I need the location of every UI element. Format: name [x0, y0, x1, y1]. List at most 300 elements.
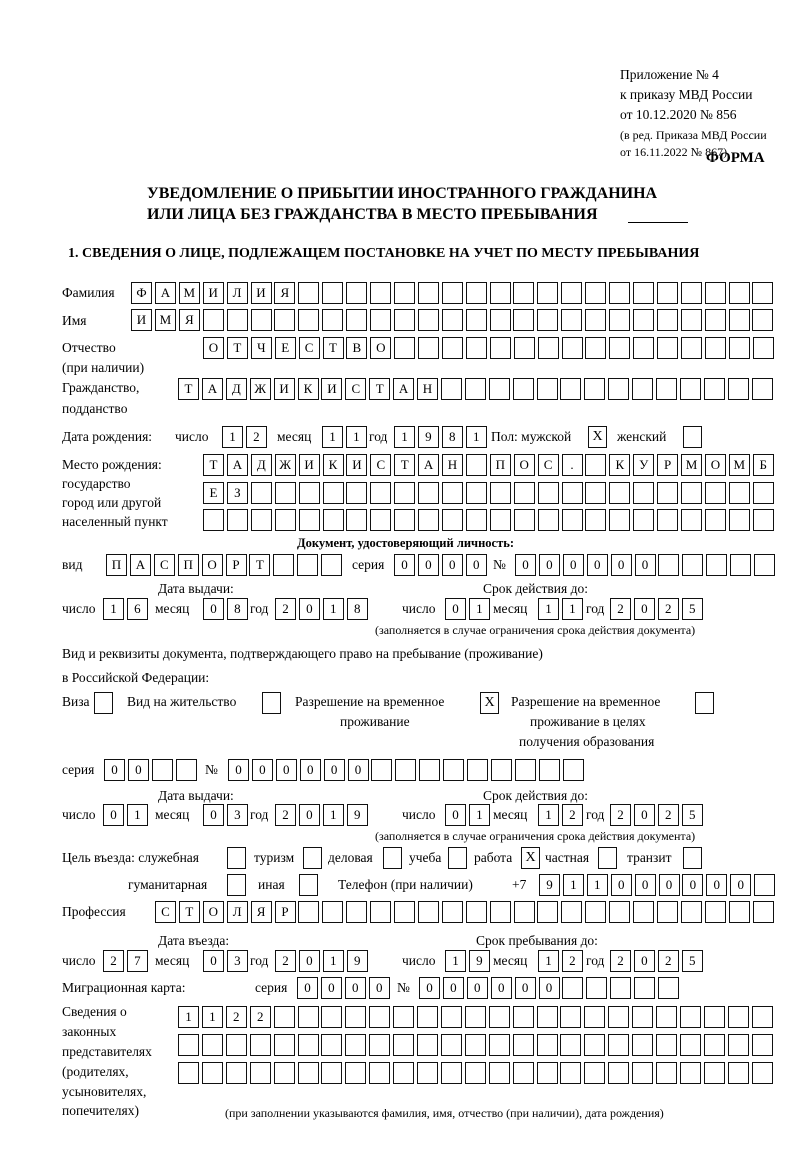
char-box[interactable]	[466, 454, 487, 476]
char-box[interactable]: 2	[562, 804, 583, 826]
char-box[interactable]: 1	[587, 874, 608, 896]
char-box[interactable]: Ж	[250, 378, 271, 400]
char-box[interactable]	[202, 1062, 223, 1084]
char-box[interactable]: 0	[539, 977, 560, 999]
char-box[interactable]: И	[203, 282, 224, 304]
char-box[interactable]	[728, 378, 749, 400]
char-box[interactable]: 7	[127, 950, 148, 972]
char-box[interactable]	[394, 509, 415, 531]
char-box[interactable]: 0	[276, 759, 297, 781]
char-box[interactable]	[346, 309, 367, 331]
trpe-checkbox[interactable]	[695, 692, 714, 714]
char-box[interactable]	[537, 309, 558, 331]
char-box[interactable]	[297, 554, 318, 576]
char-box[interactable]: 9	[347, 950, 368, 972]
char-box[interactable]	[321, 1034, 342, 1056]
char-box[interactable]	[560, 1034, 581, 1056]
char-box[interactable]: Т	[178, 378, 199, 400]
char-box[interactable]	[490, 309, 511, 331]
char-box[interactable]: 0	[299, 950, 320, 972]
char-box[interactable]: 1	[323, 950, 344, 972]
char-box[interactable]	[729, 282, 750, 304]
char-box[interactable]	[394, 309, 415, 331]
char-box[interactable]	[274, 309, 295, 331]
char-box[interactable]: 0	[297, 977, 318, 999]
char-box[interactable]	[729, 482, 750, 504]
char-box[interactable]: А	[155, 282, 176, 304]
char-box[interactable]	[705, 309, 726, 331]
char-box[interactable]	[705, 901, 726, 923]
char-box[interactable]	[609, 509, 630, 531]
char-box[interactable]: К	[609, 454, 630, 476]
char-box[interactable]	[537, 378, 558, 400]
char-box[interactable]	[322, 901, 343, 923]
char-box[interactable]: 1	[222, 426, 243, 448]
char-box[interactable]	[657, 482, 678, 504]
char-box[interactable]: Л	[227, 282, 248, 304]
char-box[interactable]	[393, 1062, 414, 1084]
char-box[interactable]	[609, 337, 630, 359]
char-box[interactable]	[538, 509, 559, 531]
char-box[interactable]	[538, 337, 559, 359]
char-box[interactable]: 0	[682, 874, 703, 896]
char-box[interactable]: Ф	[131, 282, 152, 304]
purpose-service-checkbox[interactable]	[227, 847, 246, 869]
char-box[interactable]	[323, 482, 344, 504]
char-box[interactable]	[490, 901, 511, 923]
char-box[interactable]: Б	[753, 454, 774, 476]
char-box[interactable]	[298, 282, 319, 304]
char-box[interactable]: О	[203, 901, 224, 923]
char-box[interactable]: Я	[179, 309, 200, 331]
char-box[interactable]: С	[299, 337, 320, 359]
char-box[interactable]	[345, 1034, 366, 1056]
char-box[interactable]	[560, 378, 581, 400]
char-box[interactable]	[585, 482, 606, 504]
char-box[interactable]	[418, 482, 439, 504]
char-box[interactable]	[632, 1034, 653, 1056]
char-box[interactable]	[370, 282, 391, 304]
char-box[interactable]	[752, 1062, 773, 1084]
char-box[interactable]	[585, 901, 606, 923]
char-box[interactable]	[704, 1034, 725, 1056]
char-box[interactable]	[418, 309, 439, 331]
char-box[interactable]	[609, 309, 630, 331]
char-box[interactable]: 1	[563, 874, 584, 896]
char-box[interactable]	[490, 282, 511, 304]
char-box[interactable]	[561, 901, 582, 923]
char-box[interactable]: 2	[275, 950, 296, 972]
char-box[interactable]	[705, 509, 726, 531]
char-box[interactable]	[753, 901, 774, 923]
char-box[interactable]: 2	[275, 598, 296, 620]
char-box[interactable]: И	[131, 309, 152, 331]
char-box[interactable]: 1	[469, 598, 490, 620]
char-box[interactable]	[419, 759, 440, 781]
char-box[interactable]	[609, 482, 630, 504]
char-box[interactable]: 2	[250, 1006, 271, 1028]
char-box[interactable]: П	[106, 554, 127, 576]
char-box[interactable]	[562, 337, 583, 359]
char-box[interactable]: .	[562, 454, 583, 476]
char-box[interactable]	[178, 1034, 199, 1056]
male-checkbox[interactable]: X	[588, 426, 607, 448]
char-box[interactable]	[395, 759, 416, 781]
char-box[interactable]	[633, 282, 654, 304]
char-box[interactable]	[442, 282, 463, 304]
char-box[interactable]	[345, 1006, 366, 1028]
char-box[interactable]	[466, 901, 487, 923]
char-box[interactable]	[537, 1062, 558, 1084]
char-box[interactable]: Р	[657, 454, 678, 476]
char-box[interactable]	[226, 1062, 247, 1084]
char-box[interactable]	[609, 901, 630, 923]
char-box[interactable]	[346, 901, 367, 923]
char-box[interactable]	[442, 337, 463, 359]
char-box[interactable]	[562, 977, 583, 999]
char-box[interactable]	[752, 282, 773, 304]
char-box[interactable]	[728, 1034, 749, 1056]
char-box[interactable]	[514, 337, 535, 359]
char-box[interactable]	[176, 759, 197, 781]
char-box[interactable]: 0	[491, 977, 512, 999]
char-box[interactable]	[752, 378, 773, 400]
char-box[interactable]: 2	[610, 598, 631, 620]
char-box[interactable]	[465, 1006, 486, 1028]
char-box[interactable]: 5	[682, 950, 703, 972]
char-box[interactable]: 1	[322, 426, 343, 448]
char-box[interactable]	[585, 309, 606, 331]
char-box[interactable]	[226, 1034, 247, 1056]
char-box[interactable]	[299, 482, 320, 504]
char-box[interactable]	[729, 337, 750, 359]
char-box[interactable]: 0	[635, 874, 656, 896]
char-box[interactable]	[680, 1062, 701, 1084]
char-box[interactable]: 2	[658, 804, 679, 826]
char-box[interactable]	[250, 1062, 271, 1084]
char-box[interactable]: Н	[442, 454, 463, 476]
char-box[interactable]: 1	[445, 950, 466, 972]
char-box[interactable]: 0	[299, 598, 320, 620]
char-box[interactable]: 0	[611, 554, 632, 576]
char-box[interactable]	[513, 378, 534, 400]
char-box[interactable]	[752, 1006, 773, 1028]
char-box[interactable]	[442, 509, 463, 531]
char-box[interactable]: И	[299, 454, 320, 476]
char-box[interactable]	[370, 901, 391, 923]
char-box[interactable]: М	[179, 282, 200, 304]
char-box[interactable]: 0	[348, 759, 369, 781]
char-box[interactable]: 0	[369, 977, 390, 999]
char-box[interactable]	[489, 378, 510, 400]
char-box[interactable]	[561, 309, 582, 331]
char-box[interactable]	[345, 1062, 366, 1084]
char-box[interactable]: Л	[227, 901, 248, 923]
char-box[interactable]: Р	[275, 901, 296, 923]
char-box[interactable]	[584, 1006, 605, 1028]
char-box[interactable]	[393, 1006, 414, 1028]
char-box[interactable]	[658, 977, 679, 999]
char-box[interactable]	[608, 1062, 629, 1084]
char-box[interactable]	[251, 509, 272, 531]
char-box[interactable]: 0	[634, 598, 655, 620]
char-box[interactable]	[275, 482, 296, 504]
char-box[interactable]	[633, 337, 654, 359]
char-box[interactable]	[466, 282, 487, 304]
char-box[interactable]	[202, 1034, 223, 1056]
char-box[interactable]: 0	[345, 977, 366, 999]
char-box[interactable]: О	[370, 337, 391, 359]
char-box[interactable]	[537, 282, 558, 304]
char-box[interactable]: 0	[299, 804, 320, 826]
char-box[interactable]	[251, 482, 272, 504]
char-box[interactable]	[418, 337, 439, 359]
char-box[interactable]	[705, 282, 726, 304]
char-box[interactable]	[585, 454, 606, 476]
char-box[interactable]	[275, 509, 296, 531]
char-box[interactable]	[706, 554, 727, 576]
char-box[interactable]	[346, 482, 367, 504]
char-box[interactable]	[441, 1062, 462, 1084]
char-box[interactable]: 5	[682, 598, 703, 620]
char-box[interactable]	[322, 282, 343, 304]
char-box[interactable]	[656, 1034, 677, 1056]
char-box[interactable]	[394, 482, 415, 504]
char-box[interactable]: 0	[706, 874, 727, 896]
char-box[interactable]	[417, 1034, 438, 1056]
char-box[interactable]	[633, 509, 654, 531]
char-box[interactable]	[394, 337, 415, 359]
char-box[interactable]	[562, 509, 583, 531]
char-box[interactable]: Т	[394, 454, 415, 476]
char-box[interactable]	[728, 1062, 749, 1084]
char-box[interactable]	[274, 1034, 295, 1056]
purpose-other-checkbox[interactable]	[299, 874, 318, 896]
char-box[interactable]	[537, 1034, 558, 1056]
char-box[interactable]	[585, 509, 606, 531]
char-box[interactable]	[728, 1006, 749, 1028]
char-box[interactable]	[753, 482, 774, 504]
char-box[interactable]: 0	[443, 977, 464, 999]
char-box[interactable]: 0	[635, 554, 656, 576]
char-box[interactable]: 0	[730, 874, 751, 896]
char-box[interactable]: Я	[251, 901, 272, 923]
purpose-study-checkbox[interactable]	[448, 847, 467, 869]
char-box[interactable]	[322, 309, 343, 331]
char-box[interactable]	[227, 509, 248, 531]
char-box[interactable]	[370, 509, 391, 531]
char-box[interactable]	[490, 337, 511, 359]
char-box[interactable]	[537, 901, 558, 923]
char-box[interactable]: 0	[467, 977, 488, 999]
char-box[interactable]: 0	[104, 759, 125, 781]
char-box[interactable]	[442, 482, 463, 504]
char-box[interactable]: 0	[634, 950, 655, 972]
char-box[interactable]: 0	[515, 977, 536, 999]
char-box[interactable]	[371, 759, 392, 781]
char-box[interactable]: 1	[538, 950, 559, 972]
char-box[interactable]	[273, 554, 294, 576]
char-box[interactable]	[538, 482, 559, 504]
purpose-transit-checkbox[interactable]	[683, 847, 702, 869]
char-box[interactable]	[370, 482, 391, 504]
char-box[interactable]	[729, 901, 750, 923]
char-box[interactable]: П	[490, 454, 511, 476]
purpose-private-checkbox[interactable]	[598, 847, 617, 869]
char-box[interactable]	[441, 378, 462, 400]
char-box[interactable]	[657, 337, 678, 359]
char-box[interactable]	[560, 1006, 581, 1028]
char-box[interactable]: 1	[127, 804, 148, 826]
char-box[interactable]	[274, 1062, 295, 1084]
char-box[interactable]	[681, 482, 702, 504]
char-box[interactable]: 1	[538, 598, 559, 620]
char-box[interactable]	[729, 509, 750, 531]
char-box[interactable]: 2	[610, 804, 631, 826]
char-box[interactable]	[563, 759, 584, 781]
char-box[interactable]: 1	[323, 804, 344, 826]
char-box[interactable]	[369, 1006, 390, 1028]
char-box[interactable]: 0	[321, 977, 342, 999]
char-box[interactable]	[513, 309, 534, 331]
char-box[interactable]	[586, 977, 607, 999]
char-box[interactable]	[585, 337, 606, 359]
char-box[interactable]	[682, 554, 703, 576]
char-box[interactable]	[321, 554, 342, 576]
char-box[interactable]	[681, 337, 702, 359]
char-box[interactable]: 0	[300, 759, 321, 781]
char-box[interactable]: А	[227, 454, 248, 476]
char-box[interactable]	[441, 1034, 462, 1056]
char-box[interactable]: 8	[347, 598, 368, 620]
char-box[interactable]	[489, 1006, 510, 1028]
char-box[interactable]: 3	[227, 950, 248, 972]
char-box[interactable]: 5	[682, 804, 703, 826]
char-box[interactable]: 1	[323, 598, 344, 620]
char-box[interactable]	[442, 901, 463, 923]
char-box[interactable]	[370, 309, 391, 331]
char-box[interactable]: И	[274, 378, 295, 400]
char-box[interactable]: С	[345, 378, 366, 400]
char-box[interactable]: 2	[103, 950, 124, 972]
char-box[interactable]: 8	[227, 598, 248, 620]
char-box[interactable]: А	[202, 378, 223, 400]
visa-checkbox[interactable]	[94, 692, 113, 714]
char-box[interactable]: 0	[203, 804, 224, 826]
char-box[interactable]	[657, 901, 678, 923]
char-box[interactable]	[680, 378, 701, 400]
char-box[interactable]: 0	[419, 977, 440, 999]
char-box[interactable]: Е	[203, 482, 224, 504]
char-box[interactable]	[633, 482, 654, 504]
char-box[interactable]: 0	[128, 759, 149, 781]
char-box[interactable]: М	[155, 309, 176, 331]
char-box[interactable]	[754, 554, 775, 576]
char-box[interactable]	[489, 1034, 510, 1056]
place-blank[interactable]	[628, 222, 688, 223]
char-box[interactable]: Т	[323, 337, 344, 359]
char-box[interactable]	[514, 509, 535, 531]
char-box[interactable]	[298, 1006, 319, 1028]
char-box[interactable]	[178, 1062, 199, 1084]
char-box[interactable]: 0	[659, 874, 680, 896]
char-box[interactable]: 0	[203, 950, 224, 972]
char-box[interactable]	[152, 759, 173, 781]
char-box[interactable]	[585, 282, 606, 304]
char-box[interactable]	[656, 1062, 677, 1084]
char-box[interactable]	[441, 1006, 462, 1028]
char-box[interactable]	[418, 282, 439, 304]
char-box[interactable]: П	[178, 554, 199, 576]
char-box[interactable]: 0	[252, 759, 273, 781]
char-box[interactable]	[394, 282, 415, 304]
char-box[interactable]: С	[154, 554, 175, 576]
char-box[interactable]	[442, 309, 463, 331]
char-box[interactable]: О	[202, 554, 223, 576]
char-box[interactable]	[298, 1034, 319, 1056]
char-box[interactable]	[680, 1034, 701, 1056]
char-box[interactable]	[656, 1006, 677, 1028]
char-box[interactable]: 9	[539, 874, 560, 896]
char-box[interactable]: 1	[466, 426, 487, 448]
char-box[interactable]: Н	[417, 378, 438, 400]
char-box[interactable]	[467, 759, 488, 781]
residence-checkbox[interactable]	[262, 692, 281, 714]
char-box[interactable]: 1	[103, 598, 124, 620]
char-box[interactable]	[634, 977, 655, 999]
char-box[interactable]: 3	[227, 804, 248, 826]
char-box[interactable]: А	[418, 454, 439, 476]
char-box[interactable]: О	[203, 337, 224, 359]
char-box[interactable]: 1	[562, 598, 583, 620]
char-box[interactable]	[513, 282, 534, 304]
char-box[interactable]: С	[538, 454, 559, 476]
char-box[interactable]	[537, 1006, 558, 1028]
char-box[interactable]: Я	[274, 282, 295, 304]
char-box[interactable]	[657, 309, 678, 331]
char-box[interactable]: Ж	[275, 454, 296, 476]
char-box[interactable]	[417, 1062, 438, 1084]
char-box[interactable]: 0	[445, 804, 466, 826]
char-box[interactable]: 0	[445, 598, 466, 620]
char-box[interactable]	[633, 901, 654, 923]
char-box[interactable]	[754, 874, 775, 896]
char-box[interactable]: Е	[275, 337, 296, 359]
char-box[interactable]	[562, 482, 583, 504]
char-box[interactable]: 1	[469, 804, 490, 826]
char-box[interactable]	[632, 1006, 653, 1028]
char-box[interactable]	[656, 378, 677, 400]
char-box[interactable]: С	[155, 901, 176, 923]
char-box[interactable]	[609, 282, 630, 304]
char-box[interactable]	[514, 901, 535, 923]
char-box[interactable]	[681, 509, 702, 531]
char-box[interactable]	[346, 509, 367, 531]
char-box[interactable]: 0	[587, 554, 608, 576]
char-box[interactable]: 2	[610, 950, 631, 972]
female-checkbox[interactable]	[683, 426, 702, 448]
char-box[interactable]	[704, 378, 725, 400]
char-box[interactable]	[705, 482, 726, 504]
char-box[interactable]	[681, 309, 702, 331]
char-box[interactable]: Д	[226, 378, 247, 400]
char-box[interactable]	[753, 337, 774, 359]
char-box[interactable]: 9	[418, 426, 439, 448]
char-box[interactable]	[465, 1062, 486, 1084]
char-box[interactable]	[704, 1006, 725, 1028]
char-box[interactable]: М	[681, 454, 702, 476]
char-box[interactable]	[466, 337, 487, 359]
